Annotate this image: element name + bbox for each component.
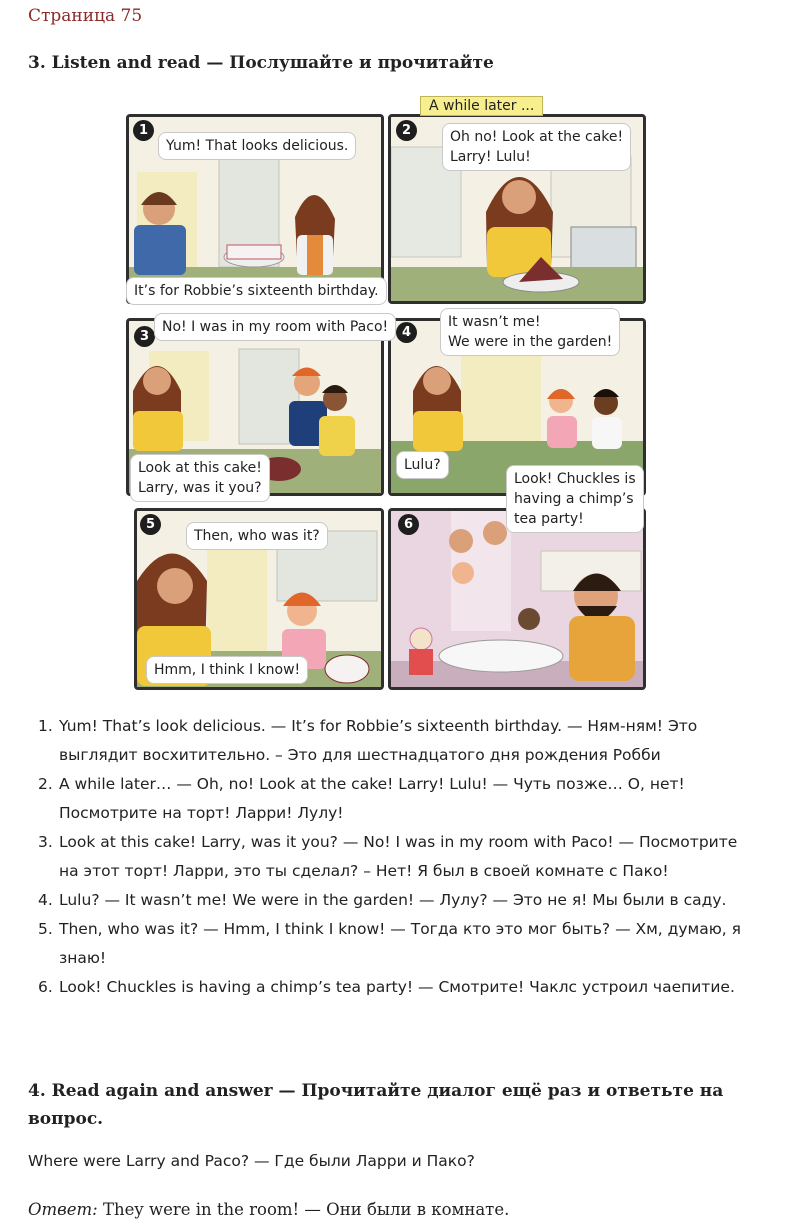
speech-bubble (506, 465, 644, 533)
page-title: Страница 75 (28, 6, 143, 26)
speech-bubble (442, 123, 631, 171)
comic-strip (120, 92, 646, 690)
panel-number-2: 2 (396, 120, 417, 141)
speech-line: Larry! Lulu! (450, 149, 531, 165)
speech-bubble: No! I was in my room with Paco! (154, 313, 396, 341)
answer-body: They were in the room! — Они были в комнате. (97, 1200, 510, 1219)
list-item (30, 973, 750, 1002)
speech-bubble: Then, who was it? (186, 522, 328, 550)
speech-line: It wasn’t me! (448, 314, 541, 330)
speech-line: tea party! (514, 511, 584, 527)
speech-line: Oh no! Look at the cake! (450, 129, 624, 145)
answer-label: Ответ: (28, 1200, 98, 1219)
speech-line: We were in the garden! (448, 334, 613, 350)
list-item-text: A while later… — Oh, no! Look at the cake! Larry! Lulu! — Чуть позже… О, нет! Посмотрите на торт! Ларри! Лулу! (59, 775, 685, 822)
panel-number-5: 5 (140, 514, 161, 535)
list-number: 5. (38, 920, 53, 938)
translation-list (30, 712, 750, 1002)
list-number: 3. (38, 833, 53, 851)
list-number: 2. (38, 775, 53, 793)
list-number: 1. (38, 717, 53, 735)
speech-bubble: Yum! That looks delicious. (158, 132, 356, 160)
speech-bubble: Hmm, I think I know! (146, 656, 308, 684)
list-item (30, 712, 750, 770)
list-item-text: Look at this cake! Larry, was it you? — No! I was in my room with Paco! — Посмотрите на этот торт! Ларри, это ты сделал? – Нет! Я был в своей комнате с Пако! (59, 833, 738, 880)
speech-line: Look! Chuckles is (514, 471, 636, 487)
question-text: Where were Larry and Paco? — Где были Ларри и Пако? (28, 1152, 475, 1170)
panel-6-illustration (391, 511, 643, 687)
list-item (30, 828, 750, 886)
list-item (30, 915, 750, 973)
panel-number-3: 3 (134, 326, 155, 347)
speech-bubble (130, 454, 270, 502)
comic-panel-6 (388, 508, 646, 690)
section-4-heading: 4. Read again and answer — Прочитайте диалог ещё раз и ответьте на вопрос. (28, 1081, 724, 1129)
section-3-heading: 3. Listen and read — Послушайте и прочитайте (28, 53, 494, 73)
list-item-text: Yum! That’s look delicious. — It’s for Robbie’s sixteenth birthday. — Ням-ням! Это выглядит восхитительно. – Это для шестнадцатого дня рождения Робби (59, 717, 698, 764)
answer-text (28, 1200, 509, 1219)
list-number: 4. (38, 891, 53, 909)
panel-number-1: 1 (133, 120, 154, 141)
list-item (30, 770, 750, 828)
panel-number-6: 6 (398, 514, 419, 535)
time-caption: A while later ... (420, 96, 543, 116)
speech-line: Larry, was it you? (138, 480, 262, 496)
list-number: 6. (38, 978, 53, 996)
list-item (30, 886, 750, 915)
speech-line: Look at this cake! (138, 460, 262, 476)
panel-number-4: 4 (396, 322, 417, 343)
list-item-text: Look! Chuckles is having a chimp’s tea party! — Смотрите! Чаклс устроил чаепитие. (59, 978, 735, 996)
list-item-text: Then, who was it? — Hmm, I think I know! — Тогда кто это мог быть? — Хм, думаю, я знаю! (59, 920, 741, 967)
speech-bubble (440, 308, 620, 356)
speech-line: having a chimp’s (514, 491, 634, 507)
speech-bubble: Lulu? (396, 451, 449, 479)
speech-bubble: It’s for Robbie’s sixteenth birthday. (126, 277, 387, 305)
list-item-text: Lulu? — It wasn’t me! We were in the garden! — Лулу? — Это не я! Мы были в саду. (59, 891, 727, 909)
